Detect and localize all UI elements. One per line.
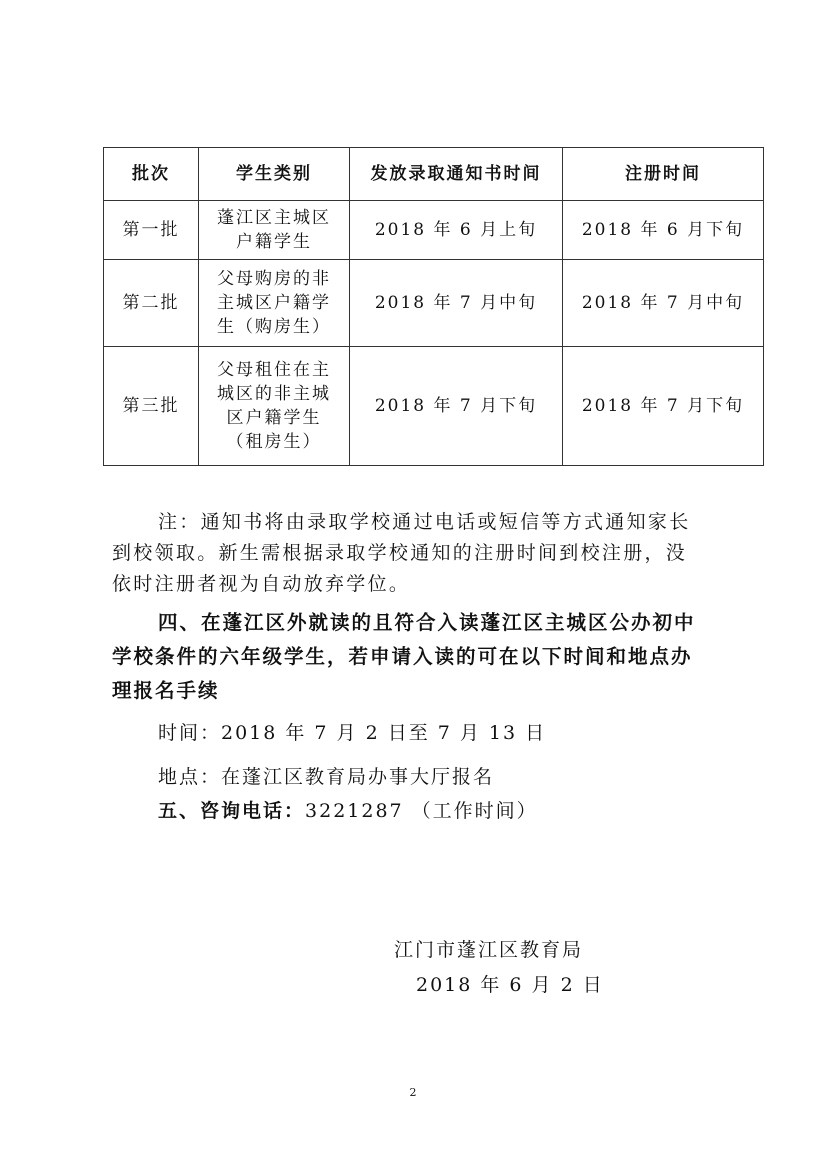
category-cell bbox=[199, 201, 350, 260]
table-row bbox=[104, 201, 764, 260]
category-line: 父母租住在主 bbox=[217, 360, 331, 380]
register-time-cell: 2018 年 7 月中旬 bbox=[563, 260, 764, 347]
category-line: 区户籍学生 bbox=[226, 408, 322, 428]
category-line: 主城区户籍学 bbox=[217, 293, 331, 313]
note-line: 注：通知书将由录取学校通过电话或短信等方式通知家长 bbox=[158, 511, 691, 533]
register-time-cell: 2018 年 6 月下旬 bbox=[563, 201, 764, 260]
registration-time: 时间：2018 年 7 月 2 日至 7 月 13 日 bbox=[158, 722, 547, 744]
batch-cell: 第二批 bbox=[104, 260, 199, 347]
header-student-category: 学生类别 bbox=[199, 148, 350, 201]
section-four-heading bbox=[112, 606, 724, 708]
batch-cell: 第三批 bbox=[104, 347, 199, 466]
notice-time-cell: 2018 年 6 月上旬 bbox=[350, 201, 563, 260]
registration-place: 地点：在蓬江区教育局办事大厅报名 bbox=[158, 766, 495, 788]
note-paragraph bbox=[112, 507, 724, 600]
header-notice-time: 发放录取通知书时间 bbox=[350, 148, 563, 201]
table-row bbox=[104, 347, 764, 466]
consult-phone-number: 3221287 （工作时间） bbox=[305, 800, 538, 822]
enrollment-schedule-table-wrapper bbox=[103, 147, 761, 466]
header-register-time: 注册时间 bbox=[563, 148, 764, 201]
category-line: 城区的非主城 bbox=[217, 384, 331, 404]
issuing-organization: 江门市蓬江区教育局 bbox=[394, 939, 584, 961]
section-four-line: 理报名手续 bbox=[112, 679, 220, 702]
consult-phone-line bbox=[158, 796, 538, 823]
note-line: 依时注册者视为自动放弃学位。 bbox=[112, 573, 411, 595]
category-cell bbox=[199, 260, 350, 347]
category-line: （租房生） bbox=[226, 432, 322, 452]
header-batch: 批次 bbox=[104, 148, 199, 201]
register-time-cell: 2018 年 7 月下旬 bbox=[563, 347, 764, 466]
category-line: 户籍学生 bbox=[236, 232, 312, 252]
issue-date: 2018 年 6 月 2 日 bbox=[416, 974, 604, 996]
table-header-row bbox=[104, 148, 764, 201]
notice-time-cell: 2018 年 7 月中旬 bbox=[350, 260, 563, 347]
batch-cell: 第一批 bbox=[104, 201, 199, 260]
section-four-line: 学校条件的六年级学生，若申请入读的可在以下时间和地点办 bbox=[112, 645, 693, 668]
category-line: 父母购房的非 bbox=[217, 269, 331, 289]
category-line: 蓬江区主城区 bbox=[217, 208, 331, 228]
page-number: 2 bbox=[409, 1086, 417, 1099]
table-row bbox=[104, 260, 764, 347]
note-line: 到校领取。新生需根据录取学校通知的注册时间到校注册，没 bbox=[112, 542, 688, 564]
category-line: 生（购房生） bbox=[217, 317, 331, 337]
category-cell bbox=[199, 347, 350, 466]
section-four-line: 四、在蓬江区外就读的且符合入读蓬江区主城区公办初中 bbox=[158, 611, 696, 634]
enrollment-schedule-table bbox=[103, 147, 764, 466]
consult-phone-label: 五、咨询电话： bbox=[158, 800, 306, 822]
notice-time-cell: 2018 年 7 月下旬 bbox=[350, 347, 563, 466]
